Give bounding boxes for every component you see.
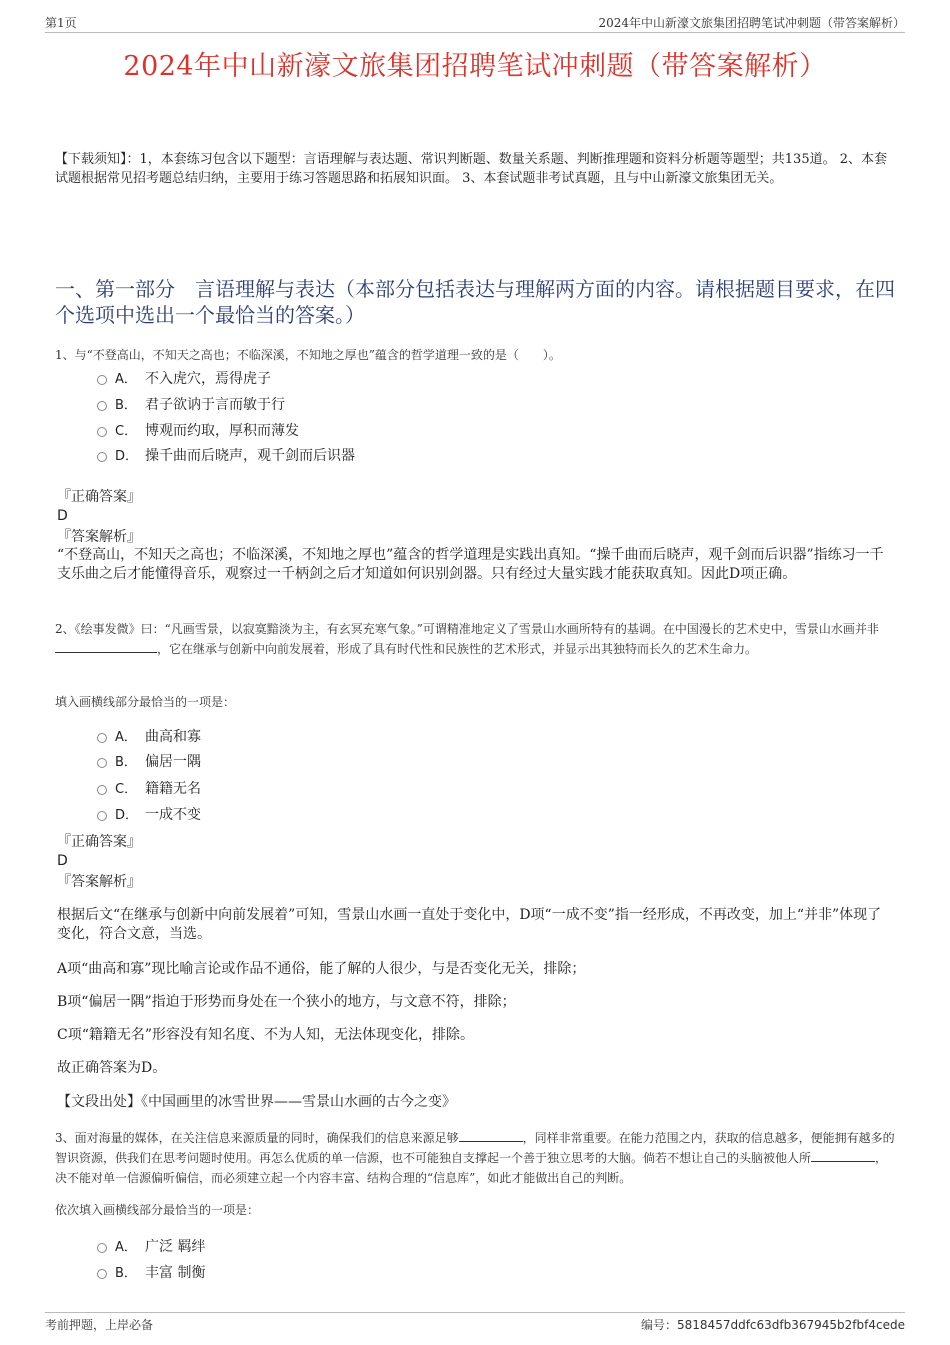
q1-option-a[interactable]: A． 不入虎穴，焉得虎子 — [97, 369, 271, 389]
radio-icon[interactable] — [97, 427, 107, 437]
q2-option-d[interactable]: D． 一成不变 — [97, 805, 201, 825]
radio-icon[interactable] — [97, 452, 107, 462]
q1-analysis: “不登高山，不知天之高也；不临深溪，不知地之厚也”蕴含的哲学道理是实践出真知。“操千曲而后晓声，观千剑而后识器”指练习一千支乐曲之后才能懂得音乐，观察过一千柄剑之后才知道如何识别剑器。只有经过大量实践才能获取真知。因此D项正确。 — [57, 547, 884, 582]
radio-icon[interactable] — [97, 733, 107, 743]
q1-answer: D — [57, 508, 68, 524]
page-header — [45, 14, 905, 33]
footer-code: 编号：5818457ddfc63dfb367945b2fbf4cede — [641, 1318, 905, 1332]
fill-blank — [459, 1129, 523, 1142]
q2-answer: D — [57, 853, 68, 869]
q2-analysis-p2: A项“曲高和寡”现比喻言论或作品不通俗，能了解的人很少，与是否变化无关，排除； — [57, 961, 586, 977]
q1-option-c[interactable]: C． 博观而约取，厚积而薄发 — [97, 421, 299, 441]
radio-icon[interactable] — [97, 758, 107, 768]
q2-analysis-p1: 根据后文“在继承与创新中向前发展着”可知，雪景山水画一直处于变化中，D项“一成不变”指一经形成，不再改变，加上“并非”体现了变化，符合文意，当选。 — [57, 907, 882, 942]
fill-blank — [811, 1149, 875, 1162]
q3-option-b[interactable]: B． 丰富 制衡 — [97, 1263, 205, 1283]
q3-stem: 3、面对海量的媒体，在关注信息来源质量的同时，确保我们的信息来源足够 ，同样非常重要。在能力范围之内，获取的信息越多，便能拥有越多的智识资源，供我们在思考问题时使用。再怎么优质的单一信源，也不可能独自支撑起一个善于独立思考的大脑。倘若不想让自己的头脑被他人所 ，决不能对单一信源偏听偏信，而必须建立起一个内容丰富、结构合理的“信息库”，如此才能做出自己的判断。 — [55, 1131, 895, 1185]
footer-slogan: 考前押题，上岸必备 — [45, 1318, 154, 1332]
q1-option-b[interactable]: B． 君子欲讷于言而敏于行 — [97, 395, 285, 415]
q2-prompt: 填入画横线部分最恰当的一项是： — [55, 695, 236, 709]
q1-answer-label: 『正确答案』 — [57, 489, 141, 505]
header-doc-title: 2024年中山新濠文旅集团招聘笔试冲刺题（带答案解析） — [598, 16, 905, 30]
q3-option-a[interactable]: A． 广泛 羁绊 — [97, 1237, 205, 1257]
page-number: 第1页 — [45, 16, 77, 30]
q2-answer-label: 『正确答案』 — [57, 834, 141, 850]
radio-icon[interactable] — [97, 1243, 107, 1253]
q2-analysis-p3: B项“偏居一隅”指迫于形势而身处在一个狭小的地方，与文意不符，排除； — [57, 994, 516, 1010]
q2-analysis-p5: 故正确答案为D。 — [57, 1060, 167, 1076]
q1-analysis-label: 『答案解析』 — [57, 529, 141, 545]
download-notice: 【下载须知】：1，本套练习包含以下题型：言语理解与表达题、常识判断题、数量关系题、判断推理题和资料分析题等题型；共135道。 2、本套试题根据常见招考题总结归纳，主要用于练习答题思路和拓展知识面。 3、本套试题非考试真题，且与中山新濠文旅集团无关。 — [55, 152, 887, 186]
fill-blank — [55, 640, 157, 653]
radio-icon[interactable] — [97, 811, 107, 821]
q2-option-a[interactable]: A． 曲高和寡 — [97, 727, 201, 747]
section-heading: 一、第一部分 言语理解与表达（本部分包括表达与理解两方面的内容。请根据题目要求，在四个选项中选出一个最恰当的答案。） — [55, 277, 895, 327]
radio-icon[interactable] — [97, 1269, 107, 1279]
q3-prompt: 依次填入画横线部分最恰当的一项是： — [55, 1203, 260, 1217]
document-title: 2024年中山新濠文旅集团招聘笔试冲刺题（带答案解析） — [123, 51, 827, 82]
q1-option-d[interactable]: D． 操千曲而后晓声，观千剑而后识器 — [97, 446, 355, 466]
q2-source: 【文段出处】《中国画里的冰雪世界——雪景山水画的古今之变》 — [57, 1094, 456, 1110]
q2-option-c[interactable]: C． 籍籍无名 — [97, 779, 201, 799]
page-footer — [45, 1312, 905, 1336]
radio-icon[interactable] — [97, 401, 107, 411]
q1-stem: 1、与“不登高山，不知天之高也；不临深溪，不知地之厚也”蕴含的哲学道理一致的是（ ）。 — [55, 348, 561, 362]
q2-option-b[interactable]: B． 偏居一隅 — [97, 752, 201, 772]
q2-analysis-p4: C项“籍籍无名”形容没有知名度、不为人知，无法体现变化，排除。 — [57, 1027, 475, 1043]
q2-stem: 2、《绘事发微》曰：“凡画雪景，以寂寞黯淡为主，有玄冥充寒气象。”可谓精准地定义了雪景山水画所特有的基调。在中国漫长的艺术史中，雪景山水画并非，它在继承与创新中向前发展着，形成了具有时代性和民族性的艺术形式，并显示出其独特而长久的艺术生命力。 — [55, 622, 879, 656]
radio-icon[interactable] — [97, 785, 107, 795]
radio-icon[interactable] — [97, 375, 107, 385]
q2-analysis-label: 『答案解析』 — [57, 874, 141, 890]
